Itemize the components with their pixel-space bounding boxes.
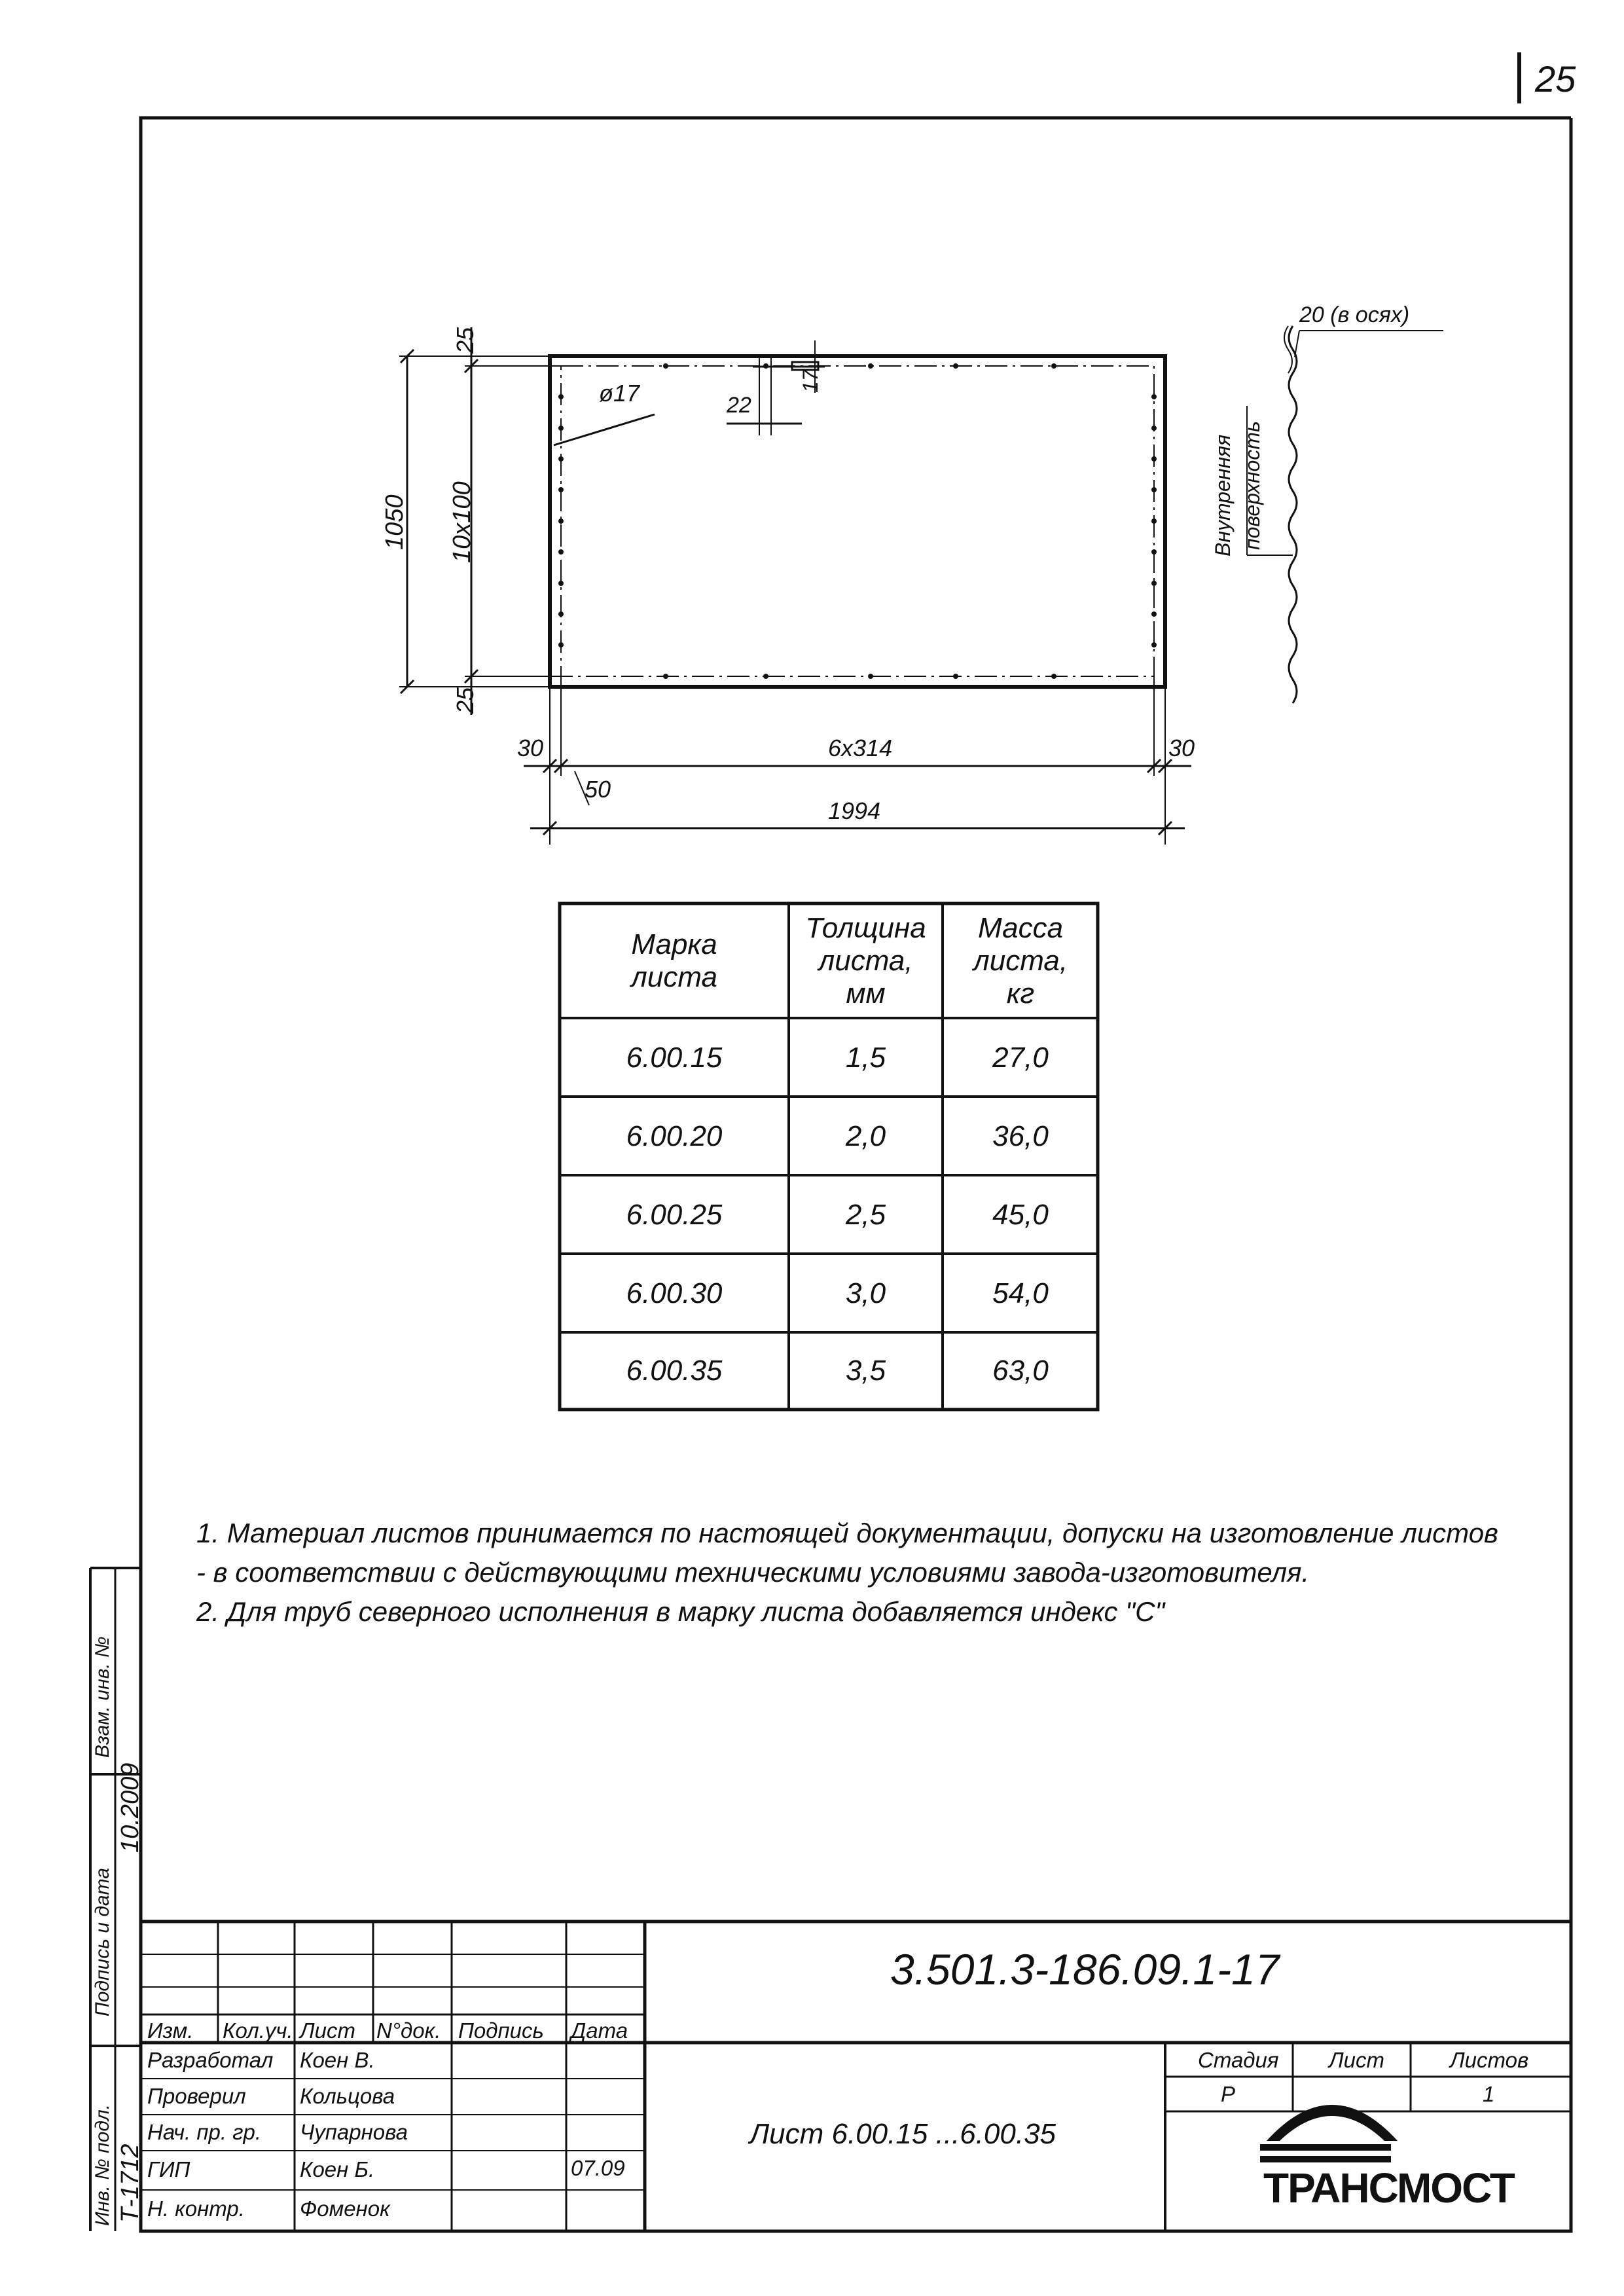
stage-value: Р	[1221, 2082, 1236, 2106]
table-cell: 6.00.15	[626, 1041, 723, 1074]
col-header-koluch: Кол.уч.	[223, 2018, 293, 2043]
name-nach-gr: Чупарнова	[300, 2120, 408, 2144]
side-inv-value: Т-1712	[117, 2143, 144, 2223]
header-text: Толщина	[805, 911, 926, 944]
table-cell: 3,0	[845, 1277, 886, 1309]
table-cell: 36,0	[992, 1120, 1049, 1152]
col-header-data: Дата	[571, 2018, 628, 2043]
table-header-thickness	[792, 907, 939, 1015]
table-cell: 2,0	[845, 1120, 886, 1152]
table-cell: 6.00.30	[626, 1277, 723, 1309]
table-cell: 6.00.20	[626, 1120, 723, 1152]
table-cell: 1,5	[845, 1041, 886, 1074]
table-cell: 2,5	[845, 1198, 886, 1231]
inner-surface-line2: поверхность	[1240, 421, 1264, 550]
inner-surface-line1: Внутренняя	[1211, 434, 1235, 556]
name-proveril: Кольцова	[300, 2084, 395, 2108]
sheets-label: Листов	[1450, 2048, 1529, 2072]
side-vzam-inv: Взам. инв. №	[92, 1636, 113, 1758]
role-nach-gr: Нач. пр. гр.	[147, 2120, 262, 2144]
section-label: 20 (в осях)	[1299, 302, 1410, 327]
sheet-title: Лист 6.00.15 ...6.00.35	[749, 2118, 1056, 2150]
side-date-value: 10.2009	[117, 1762, 144, 1853]
dim-50: 50	[585, 776, 611, 803]
header-text: листа	[631, 960, 717, 993]
dim-10x100: 10х100	[448, 481, 476, 563]
table-header-mass	[946, 907, 1095, 1015]
table-cell: 6.00.25	[626, 1198, 723, 1231]
table-cell: 45,0	[992, 1198, 1049, 1231]
plate-outline	[550, 356, 1165, 687]
dim-30-right: 30	[1168, 735, 1195, 761]
note-line-2: - в соответствии с действующими техническими условиями завода-изготовителя.	[196, 1557, 1310, 1588]
table-cell: 27,0	[992, 1041, 1049, 1074]
table-cell: 54,0	[992, 1277, 1049, 1309]
col-header-ndok: N°док.	[376, 2018, 441, 2043]
dim-22: 22	[727, 393, 751, 418]
table-cell: 3,5	[845, 1355, 886, 1387]
dim-17: 17	[799, 369, 822, 393]
header-text: Марка	[631, 928, 717, 960]
table-cell: 63,0	[992, 1355, 1049, 1387]
dim-bottom-25: 25	[452, 687, 478, 714]
col-header-list: Лист	[300, 2018, 355, 2043]
doc-code: 3.501.3-186.09.1-17	[890, 1945, 1280, 1994]
name-razrabotal: Коен В.	[300, 2048, 375, 2072]
col-header-izm: Изм.	[147, 2018, 194, 2043]
stage-label: Стадия	[1198, 2048, 1279, 2072]
dim-phi17: ø17	[599, 380, 640, 407]
company-logo: ТРАНСМОСТ	[1263, 2164, 1514, 2212]
bolt-centerline	[561, 366, 1154, 676]
side-podpis-data: Подпись и дата	[92, 1868, 113, 2016]
dim-1994: 1994	[828, 797, 881, 824]
sheets-value: 1	[1483, 2082, 1495, 2106]
col-header-podpis: Подпись	[458, 2018, 544, 2043]
header-text: Масса	[977, 911, 1064, 944]
name-n-kontr: Фоменок	[300, 2196, 390, 2221]
header-text: листа,	[973, 944, 1068, 977]
role-gip: ГИП	[147, 2157, 190, 2181]
sign-date: 07.09	[571, 2156, 625, 2180]
table-cell: 6.00.35	[626, 1355, 723, 1387]
role-n-kontr: Н. контр.	[147, 2196, 245, 2221]
name-gip: Коен Б.	[300, 2157, 375, 2181]
note-line-1: 1. Материал листов принимается по настоящей документации, допуски на изготовление листов	[196, 1518, 1498, 1548]
logo-mark	[1260, 2105, 1398, 2162]
dim-30-left: 30	[517, 735, 544, 761]
dim-1050: 1050	[381, 494, 408, 550]
role-proveril: Проверил	[147, 2084, 246, 2108]
page-number: 25	[1535, 58, 1576, 100]
dim-6x314: 6х314	[828, 735, 893, 761]
header-text: мм	[846, 977, 886, 1010]
side-inv-podl: Инв. № подл.	[92, 2104, 113, 2226]
header-text: кг	[1006, 977, 1035, 1010]
role-razrabotal: Разработал	[147, 2048, 274, 2072]
header-text: листа,	[818, 944, 913, 977]
table-header-mark	[563, 907, 785, 1015]
note-line-3: 2. Для труб северного исполнения в марку листа добавляется индекс "С"	[196, 1596, 1165, 1627]
dim-top-25: 25	[452, 327, 478, 354]
sheet-label: Лист	[1329, 2048, 1384, 2072]
